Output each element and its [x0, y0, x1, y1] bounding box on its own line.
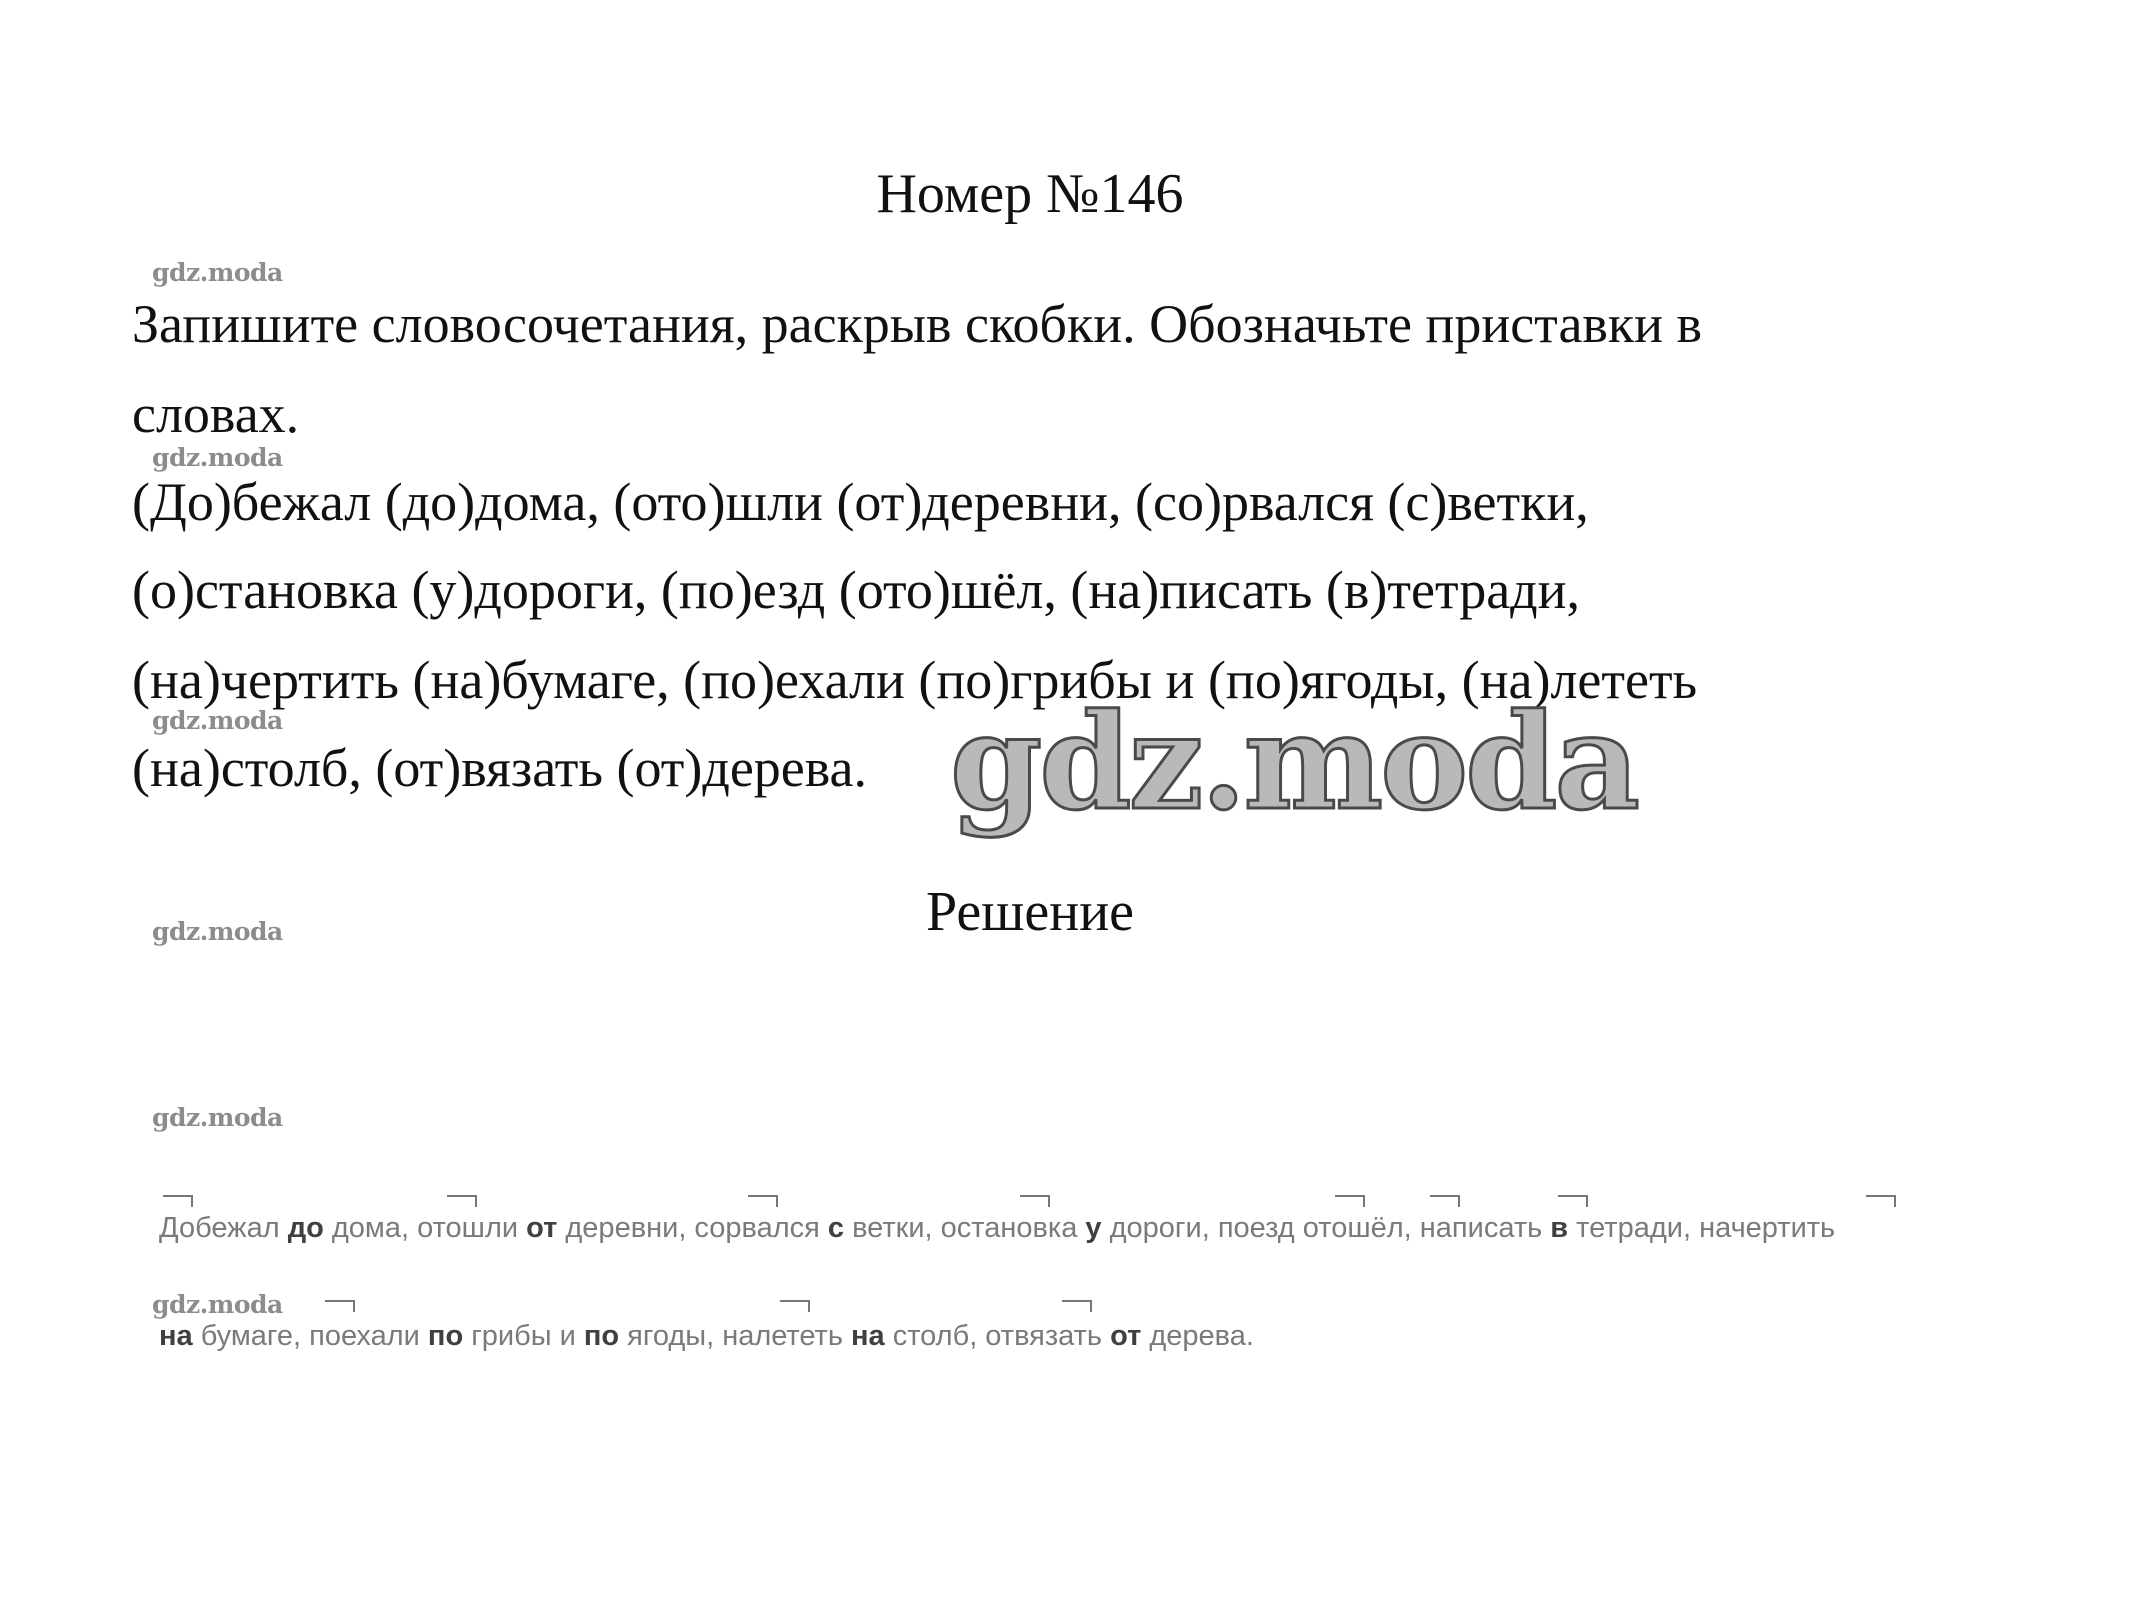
- preposition: с: [827, 1212, 845, 1244]
- prefix-mark: [163, 1195, 193, 1207]
- watermark: gdz.moda: [152, 1103, 283, 1132]
- preposition: на: [159, 1320, 193, 1352]
- preposition: от: [526, 1212, 558, 1244]
- preposition: по: [583, 1320, 620, 1352]
- solution-line: [159, 1316, 1254, 1356]
- task-line: (о)становка (у)дороги, (по)езд (ото)шёл, (на)писать (в)тетради,: [132, 560, 1581, 620]
- solution-text: дороги, поезд отошёл, написать: [1101, 1212, 1551, 1244]
- solution-text: грибы и: [463, 1320, 584, 1352]
- solution-line: [159, 1208, 1835, 1248]
- prefix-mark: [1020, 1195, 1050, 1207]
- solution-text: дерева.: [1141, 1320, 1254, 1352]
- preposition: у: [1085, 1212, 1102, 1244]
- solution-text: ветки, остановка: [844, 1212, 1086, 1244]
- prefix-mark: [1062, 1300, 1092, 1312]
- task-line: словах.: [132, 384, 300, 444]
- page-title: Номер №146: [876, 163, 1184, 225]
- preposition: на: [851, 1320, 885, 1352]
- solution-text: дома, отошли: [323, 1212, 527, 1244]
- task-line: (на)чертить (на)бумаге, (по)ехали (по)грибы и (по)ягоды, (на)лететь: [132, 650, 1698, 710]
- solution-text: деревни, сорвался: [557, 1212, 828, 1244]
- watermark: gdz.moda: [152, 443, 283, 472]
- preposition: от: [1110, 1320, 1142, 1352]
- solution-text: тетради, начертить: [1568, 1212, 1836, 1244]
- prefix-mark: [1558, 1195, 1588, 1207]
- task-line: (До)бежал (до)дома, (ото)шли (от)деревни, (со)рвался (с)ветки,: [132, 472, 1589, 532]
- solution-text: столб, отвязать: [884, 1320, 1111, 1352]
- watermark: gdz.moda: [152, 706, 283, 735]
- prefix-mark: [325, 1300, 355, 1312]
- preposition: в: [1550, 1212, 1569, 1244]
- watermark-logo: gdz.moda: [950, 685, 1638, 840]
- prefix-mark: [780, 1300, 810, 1312]
- solution-text: ягоды, налететь: [619, 1320, 851, 1352]
- task-line: Запишите словосочетания, раскрыв скобки. Обозначьте приставки в: [132, 294, 1703, 354]
- solution-text: Добежал: [159, 1212, 288, 1244]
- watermark: gdz.moda: [152, 258, 283, 287]
- prefix-mark: [748, 1195, 778, 1207]
- watermark: gdz.moda: [152, 1290, 283, 1319]
- prefix-mark: [1430, 1195, 1460, 1207]
- solution-title: Решение: [925, 881, 1135, 943]
- prefix-mark: [1866, 1195, 1896, 1207]
- preposition: до: [287, 1212, 324, 1244]
- preposition: по: [427, 1320, 464, 1352]
- task-line: (на)столб, (от)вязать (от)дерева.: [132, 738, 868, 798]
- watermark: gdz.moda: [152, 917, 283, 946]
- prefix-mark: [1335, 1195, 1365, 1207]
- prefix-mark: [447, 1195, 477, 1207]
- solution-text: бумаге, поехали: [192, 1320, 428, 1352]
